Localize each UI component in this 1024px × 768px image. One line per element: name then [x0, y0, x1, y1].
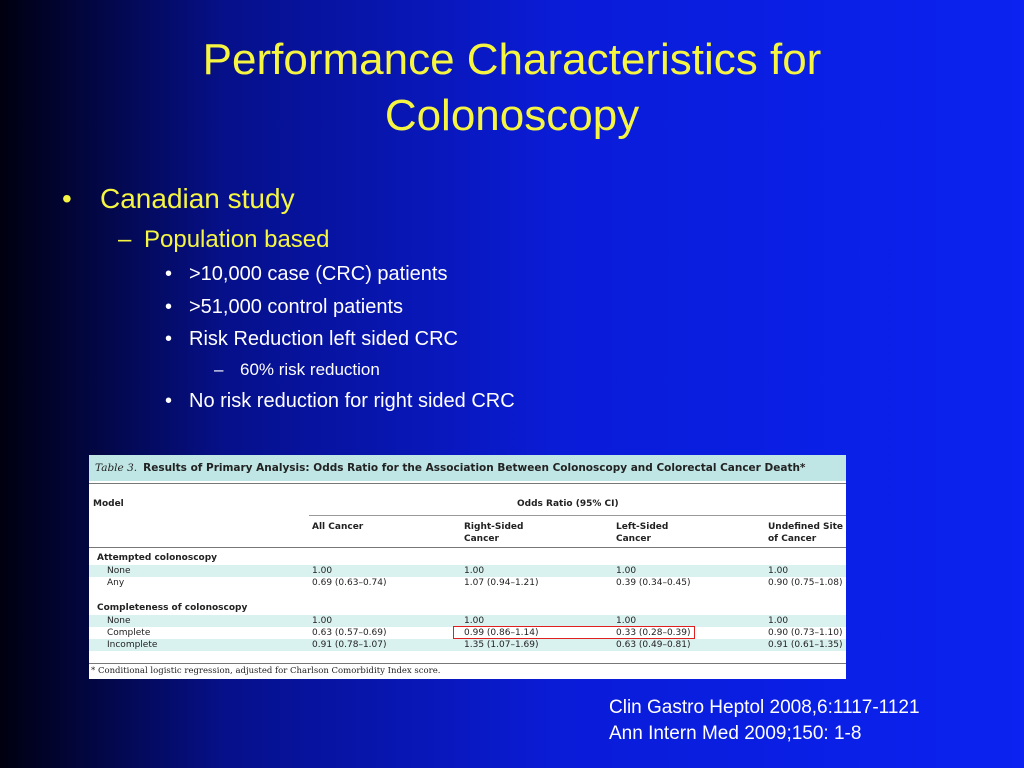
col-all-cancer: All Cancer — [312, 522, 364, 532]
bullet-text: Canadian study — [100, 183, 295, 214]
bullet-text: 60% risk reduction — [240, 360, 380, 379]
bullet-mark: • — [165, 296, 173, 318]
dash-mark: – — [214, 360, 224, 379]
col-left-sided-2: Cancer — [616, 534, 651, 544]
reference-1: Clin Gastro Heptol 2008,6:1117-1121 — [609, 697, 920, 718]
table-title-bar — [89, 455, 846, 481]
bullet-text: Population based — [144, 226, 330, 253]
table-row: Any 0.69 (0.63–0.74) 1.07 (0.94–1.21) 0.39 (0.34–0.45) 0.90 (0.75–1.08) — [107, 578, 843, 588]
bullet-mark: • — [165, 328, 173, 350]
section-completeness: Completeness of colonoscopy — [97, 603, 248, 613]
reference-2: Ann Intern Med 2009;150: 1-8 — [609, 723, 862, 744]
bullet-mark: • — [62, 183, 72, 214]
divider — [89, 547, 846, 548]
table-row: Complete 0.63 (0.57–0.69) 0.99 (0.86–1.14) 0.33 (0.28–0.39) 0.90 (0.73–1.10) — [107, 628, 843, 638]
odds-ratio-header: Odds Ratio (95% CI) — [517, 499, 619, 509]
table-row: Incomplete 0.91 (0.78–1.07) 1.35 (1.07–1.69) 0.63 (0.49–0.81) 0.91 (0.61–1.35) — [89, 639, 846, 651]
bullet-text: No risk reduction for right sided CRC — [189, 390, 515, 412]
divider — [309, 515, 846, 516]
highlight-box — [453, 626, 695, 639]
title-line-2: Colonoscopy — [384, 91, 640, 140]
dash-mark: – — [118, 226, 132, 253]
bullet-text: Risk Reduction left sided CRC — [189, 328, 458, 350]
title-line-1: Performance Characteristics for — [202, 35, 822, 84]
model-header: Model — [93, 499, 124, 509]
divider — [89, 483, 846, 484]
table-row: None 1.00 1.00 1.00 1.00 — [89, 615, 846, 627]
bullet-text: >10,000 case (CRC) patients — [189, 263, 448, 285]
col-right-sided-1: Right-Sided — [464, 522, 524, 532]
table-footnote: * Conditional logistic regression, adjusted for Charlson Comorbidity Index score. — [91, 666, 441, 676]
table-label: Table 3. — [95, 462, 138, 474]
section-attempted: Attempted colonoscopy — [97, 553, 218, 563]
table-name: Results of Primary Analysis: Odds Ratio for the Association Between Colonoscopy and Colorectal Cancer Death* — [143, 462, 806, 474]
col-undefined-1: Undefined Site — [768, 522, 843, 532]
divider — [89, 663, 846, 664]
references — [609, 695, 920, 747]
bullet-mark: • — [165, 263, 173, 285]
col-left-sided-1: Left-Sided — [616, 522, 669, 532]
col-undefined-2: of Cancer — [768, 534, 817, 544]
table-row: None 1.00 1.00 1.00 1.00 — [89, 565, 846, 577]
col-right-sided-2: Cancer — [464, 534, 499, 544]
bullet-text: >51,000 control patients — [189, 296, 404, 318]
odds-ratio-table — [89, 455, 846, 679]
bullet-mark: • — [165, 390, 173, 412]
